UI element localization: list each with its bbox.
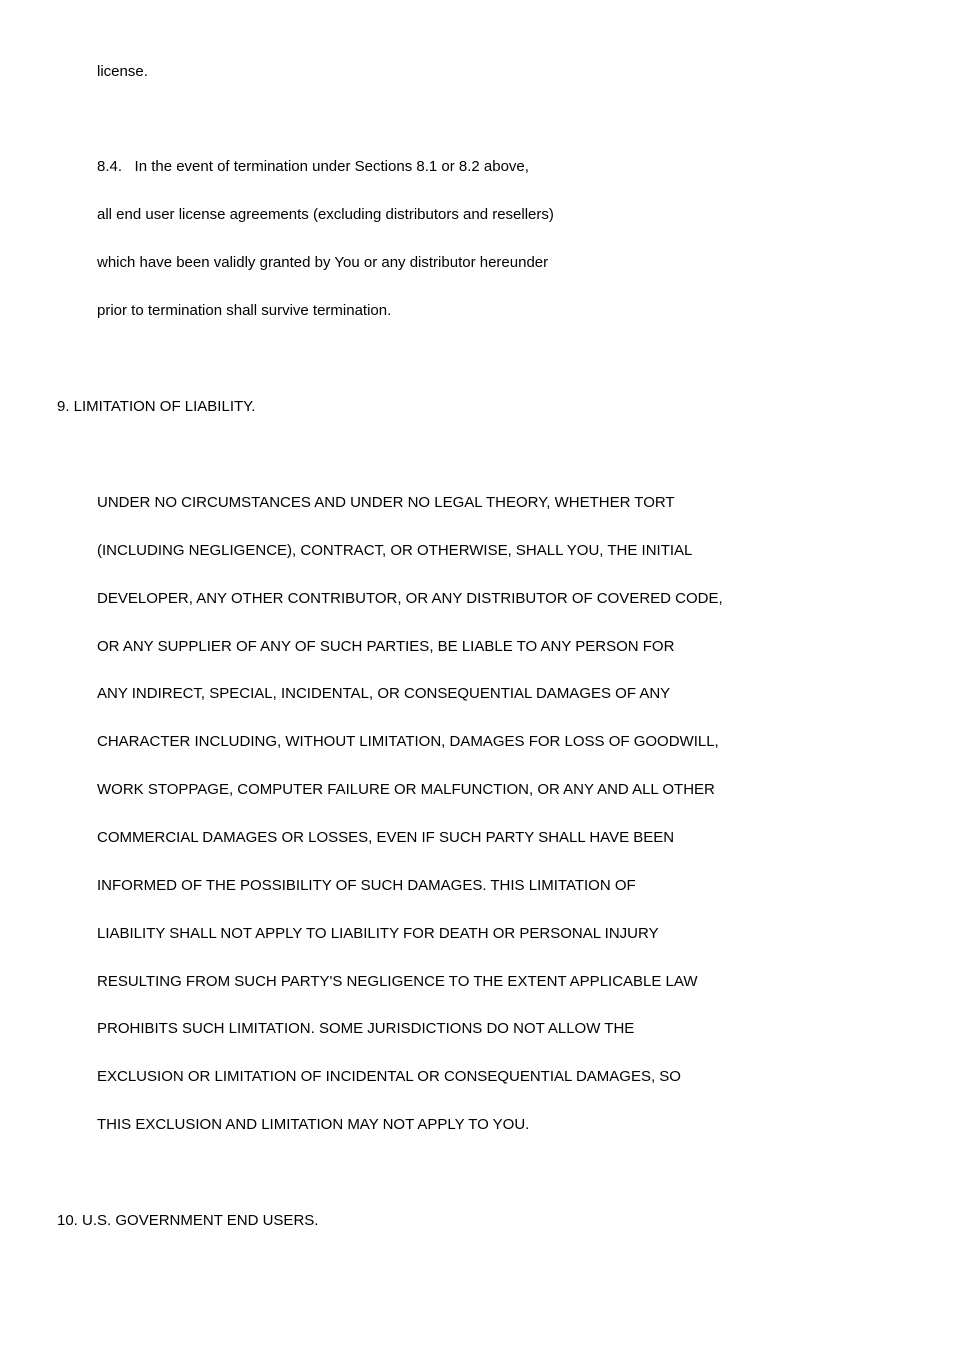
section-9-line: LIABILITY SHALL NOT APPLY TO LIABILITY FOR DEATH OR PERSONAL INJURY	[97, 924, 659, 942]
section-8-4-line: prior to termination shall survive termination.	[97, 302, 392, 319]
section-9-line: OR ANY SUPPLIER OF ANY OF SUCH PARTIES, BE LIABLE TO ANY PERSON FOR	[97, 637, 675, 655]
section-9-line: WORK STOPPAGE, COMPUTER FAILURE OR MALFUNCTION, OR ANY AND ALL OTHER	[97, 781, 715, 799]
section-8-4-line: which have been validly granted by You or any distributor hereunder	[97, 254, 549, 271]
section-9-line: UNDER NO CIRCUMSTANCES AND UNDER NO LEGAL THEORY, WHETHER TORT	[97, 494, 675, 511]
section-9-line: INFORMED OF THE POSSIBILITY OF SUCH DAMAGES. THIS LIMITATION OF	[97, 876, 636, 894]
section-9-line: COMMERCIAL DAMAGES OR LOSSES, EVEN IF SUCH PARTY SHALL HAVE BEEN	[97, 828, 675, 846]
section-8-tail: license.	[97, 63, 148, 80]
section-9-line: (INCLUDING NEGLIGENCE), CONTRACT, OR OTHERWISE, SHALL YOU, THE INITIAL	[97, 541, 693, 559]
section-9-line: DEVELOPER, ANY OTHER CONTRIBUTOR, OR ANY DISTRIBUTOR OF COVERED CODE,	[97, 589, 723, 607]
section-10-heading: 10. U.S. GOVERNMENT END USERS.	[57, 1212, 319, 1229]
section-9-line: THIS EXCLUSION AND LIMITATION MAY NOT APPLY TO YOU.	[97, 1116, 530, 1134]
section-8-4-line: 8.4. In the event of termination under Sections 8.1 or 8.2 above,	[97, 158, 529, 175]
section-9-line: ANY INDIRECT, SPECIAL, INCIDENTAL, OR CONSEQUENTIAL DAMAGES OF ANY	[97, 685, 671, 703]
section-8-4-line: all end user license agreements (excluding distributors and resellers)	[97, 206, 554, 223]
section-9-line: EXCLUSION OR LIMITATION OF INCIDENTAL OR CONSEQUENTIAL DAMAGES, SO	[97, 1068, 681, 1086]
section-9-heading: 9. LIMITATION OF LIABILITY.	[57, 398, 256, 415]
section-9-line: PROHIBITS SUCH LIMITATION. SOME JURISDICTIONS DO NOT ALLOW THE	[97, 1020, 635, 1038]
section-9-line: CHARACTER INCLUDING, WITHOUT LIMITATION, DAMAGES FOR LOSS OF GOODWILL,	[97, 733, 719, 751]
section-9-line: RESULTING FROM SUCH PARTY'S NEGLIGENCE TO THE EXTENT APPLICABLE LAW	[97, 972, 698, 990]
